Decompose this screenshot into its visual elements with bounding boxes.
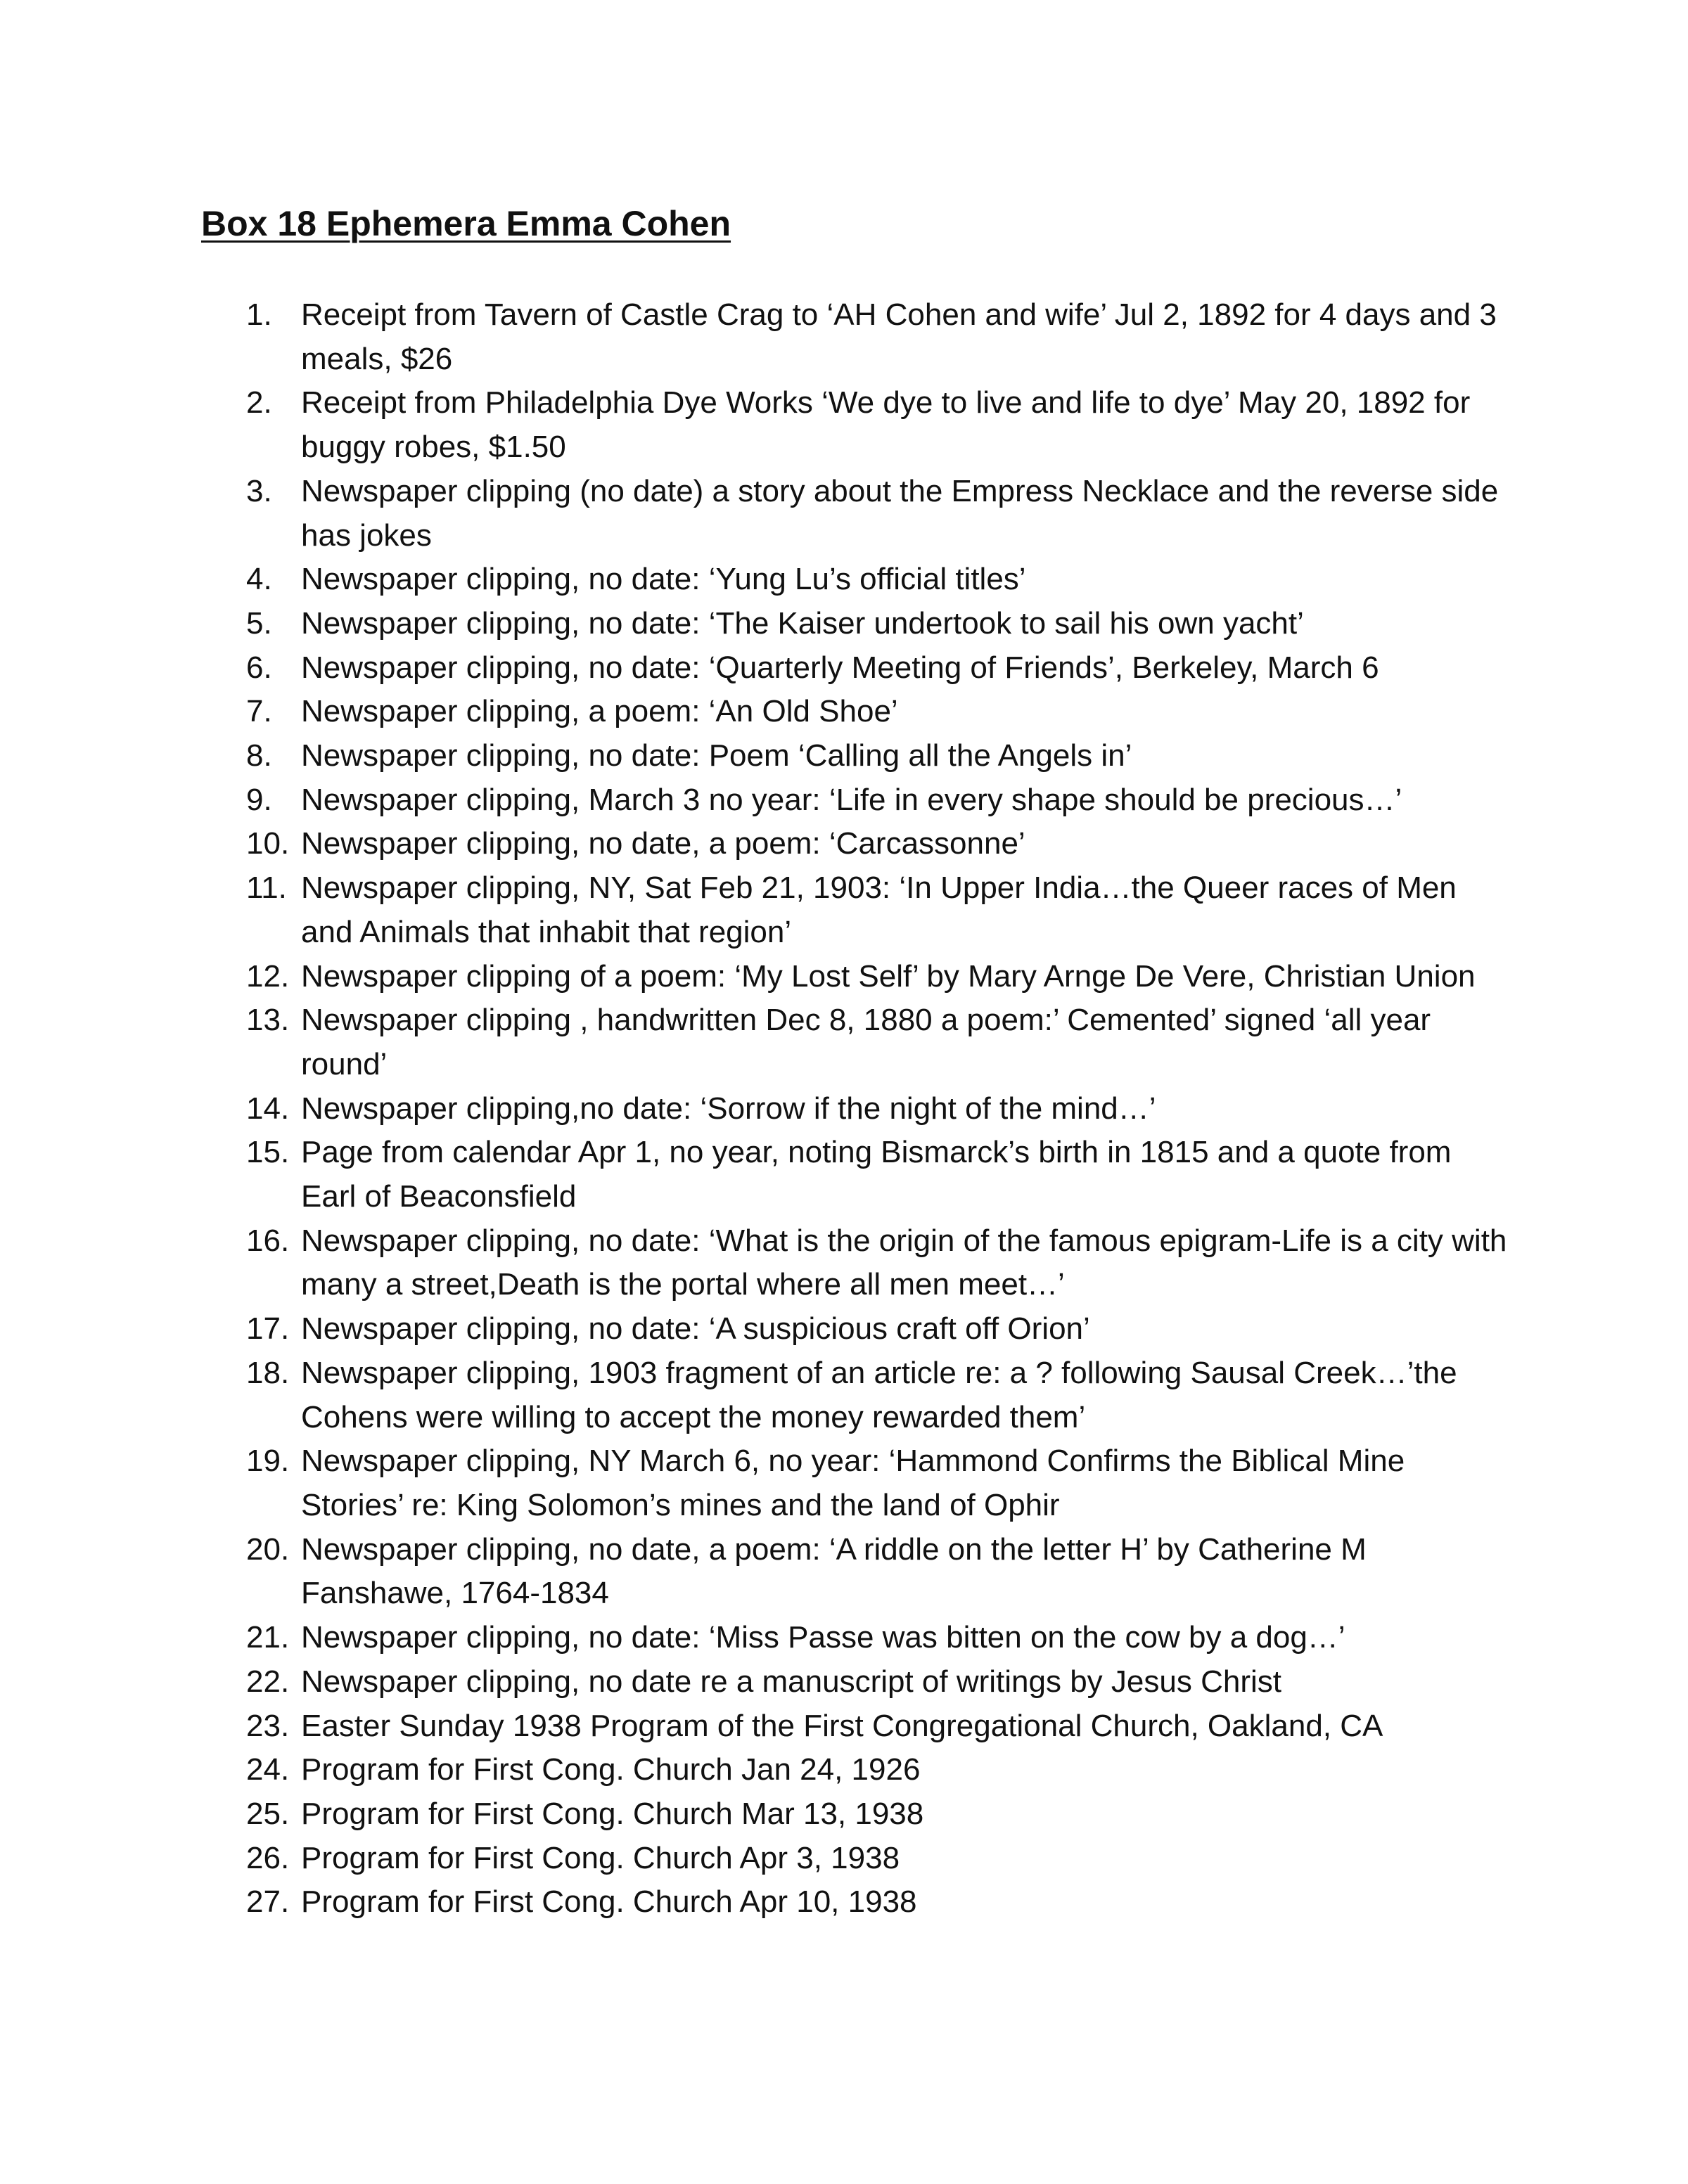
item-text: Newspaper clipping, no date re a manuscript of writings by Jesus Christ [301,1664,1281,1699]
item-text: Program for First Cong. Church Apr 10, 1938 [301,1884,917,1920]
list-item-27 [0,1880,1514,1925]
item-number: 7. [246,694,272,729]
item-text: Newspaper clipping , handwritten Dec 8, 1880 a poem:’ Cemented’ signed ‘all year round’ [301,1003,1431,1081]
list-item-18 [0,1351,1514,1439]
list-item-20 [0,1528,1514,1616]
item-text: Newspaper clipping,no date: ‘Sorrow if the night of the mind…’ [301,1091,1156,1126]
item-number: 27. [246,1884,290,1920]
list-item-22 [0,1660,1514,1704]
item-number: 8. [246,738,272,773]
page-title: Box 18 Ephemera Emma Cohen [201,204,731,243]
list-item-9 [0,778,1514,823]
item-number: 9. [246,782,272,817]
list-item-15 [0,1131,1514,1219]
item-number: 23. [246,1708,290,1743]
item-number: 22. [246,1664,290,1699]
item-number: 20. [246,1531,290,1567]
item-text: Program for First Cong. Church Jan 24, 1926 [301,1752,921,1787]
list-item-23 [0,1704,1514,1749]
item-number: 15. [246,1135,290,1170]
list-item-26 [0,1837,1514,1881]
list-item-8 [0,734,1514,778]
list-item-2 [0,381,1514,469]
item-text: Newspaper clipping, no date, a poem: ‘Carcassonne’ [301,826,1025,861]
item-text: Newspaper clipping, NY March 6, no year: ‘Hammond Confirms the Biblical Mine Stories’ re: King Solomon’s mines and the land of Ophir [301,1444,1405,1522]
item-text: Easter Sunday 1938 Program of the First Congregational Church, Oakland, CA [301,1708,1383,1743]
list-item-11 [0,866,1514,954]
item-number: 17. [246,1311,290,1347]
item-text: Newspaper clipping, no date: Poem ‘Calling all the Angels in’ [301,738,1132,773]
list-item-7 [0,690,1514,734]
item-number: 12. [246,958,290,994]
item-number: 26. [246,1840,290,1875]
list-item-17 [0,1307,1514,1351]
item-number: 16. [246,1223,290,1258]
item-text: Newspaper clipping, a poem: ‘An Old Shoe’ [301,694,898,729]
item-number: 14. [246,1091,290,1126]
list-item-12 [0,955,1514,999]
ephemera-list [0,293,1688,1925]
item-number: 4. [246,562,272,597]
item-text: Newspaper clipping, 1903 fragment of an article re: a ? following Sausal Creek…’the Cohens were willing to accept the money rewarded them’ [301,1355,1457,1434]
list-item-21 [0,1616,1514,1660]
list-item-1 [0,293,1514,381]
item-text: Newspaper clipping, no date: ‘Miss Passe was bitten on the cow by a dog…’ [301,1620,1345,1655]
item-number: 11. [246,871,287,906]
item-text: Receipt from Philadelphia Dye Works ‘We dye to live and life to dye’ May 20, 1892 for buggy robes, $1.50 [301,385,1471,465]
item-text: Program for First Cong. Church Mar 13, 1938 [301,1796,924,1831]
list-item-10 [0,822,1514,866]
list-item-25 [0,1792,1514,1837]
item-number: 1. [246,297,272,332]
item-number: 19. [246,1444,290,1479]
list-item-4 [0,558,1514,602]
item-number: 25. [246,1796,290,1831]
item-text: Program for First Cong. Church Apr 3, 1938 [301,1840,900,1875]
item-number: 18. [246,1355,290,1390]
item-text: Newspaper clipping, March 3 no year: ‘Life in every shape should be precious…’ [301,782,1402,817]
item-text: Newspaper clipping, no date: ‘A suspicious craft off Orion’ [301,1311,1090,1347]
item-text: Newspaper clipping, NY, Sat Feb 21, 1903: ‘In Upper India…the Queer races of Men and Animals that inhabit that region’ [301,871,1457,949]
list-item-14 [0,1087,1514,1131]
item-text: Newspaper clipping, no date, a poem: ‘A riddle on the letter H’ by Catherine M Fanshawe, 1764-1834 [301,1531,1367,1611]
item-number: 13. [246,1003,290,1038]
item-number: 3. [246,473,272,508]
list-item-6 [0,646,1514,690]
list-item-19 [0,1439,1514,1527]
list-item-24 [0,1748,1514,1792]
item-number: 5. [246,605,272,641]
list-item-13 [0,998,1514,1086]
list-item-5 [0,602,1514,646]
item-text: Page from calendar Apr 1, no year, noting Bismarck’s birth in 1815 and a quote from Earl of Beaconsfield [301,1135,1452,1214]
item-text: Newspaper clipping, no date: ‘Yung Lu’s official titles’ [301,562,1026,597]
list-item-3 [0,470,1514,558]
item-number: 21. [246,1620,290,1655]
item-text: Newspaper clipping, no date: ‘The Kaiser undertook to sail his own yacht’ [301,605,1304,641]
item-text: Newspaper clipping, no date: ‘What is the origin of the famous epigram-Life is a city with many a street,Death is the portal where all men meet…’ [301,1223,1507,1302]
item-text: Receipt from Tavern of Castle Crag to ‘AH Cohen and wife’ Jul 2, 1892 for 4 days and 3 meals, $26 [301,297,1497,376]
item-number: 24. [246,1752,290,1787]
item-number: 6. [246,650,272,685]
item-text: Newspaper clipping, no date: ‘Quarterly Meeting of Friends’, Berkeley, March 6 [301,650,1379,685]
list-item-16 [0,1219,1514,1307]
item-text: Newspaper clipping of a poem: ‘My Lost Self’ by Mary Arnge De Vere, Christian Union [301,958,1476,994]
item-number: 10. [246,826,290,861]
item-text: Newspaper clipping (no date) a story about the Empress Necklace and the reverse side has jokes [301,473,1499,553]
item-number: 2. [246,385,272,420]
